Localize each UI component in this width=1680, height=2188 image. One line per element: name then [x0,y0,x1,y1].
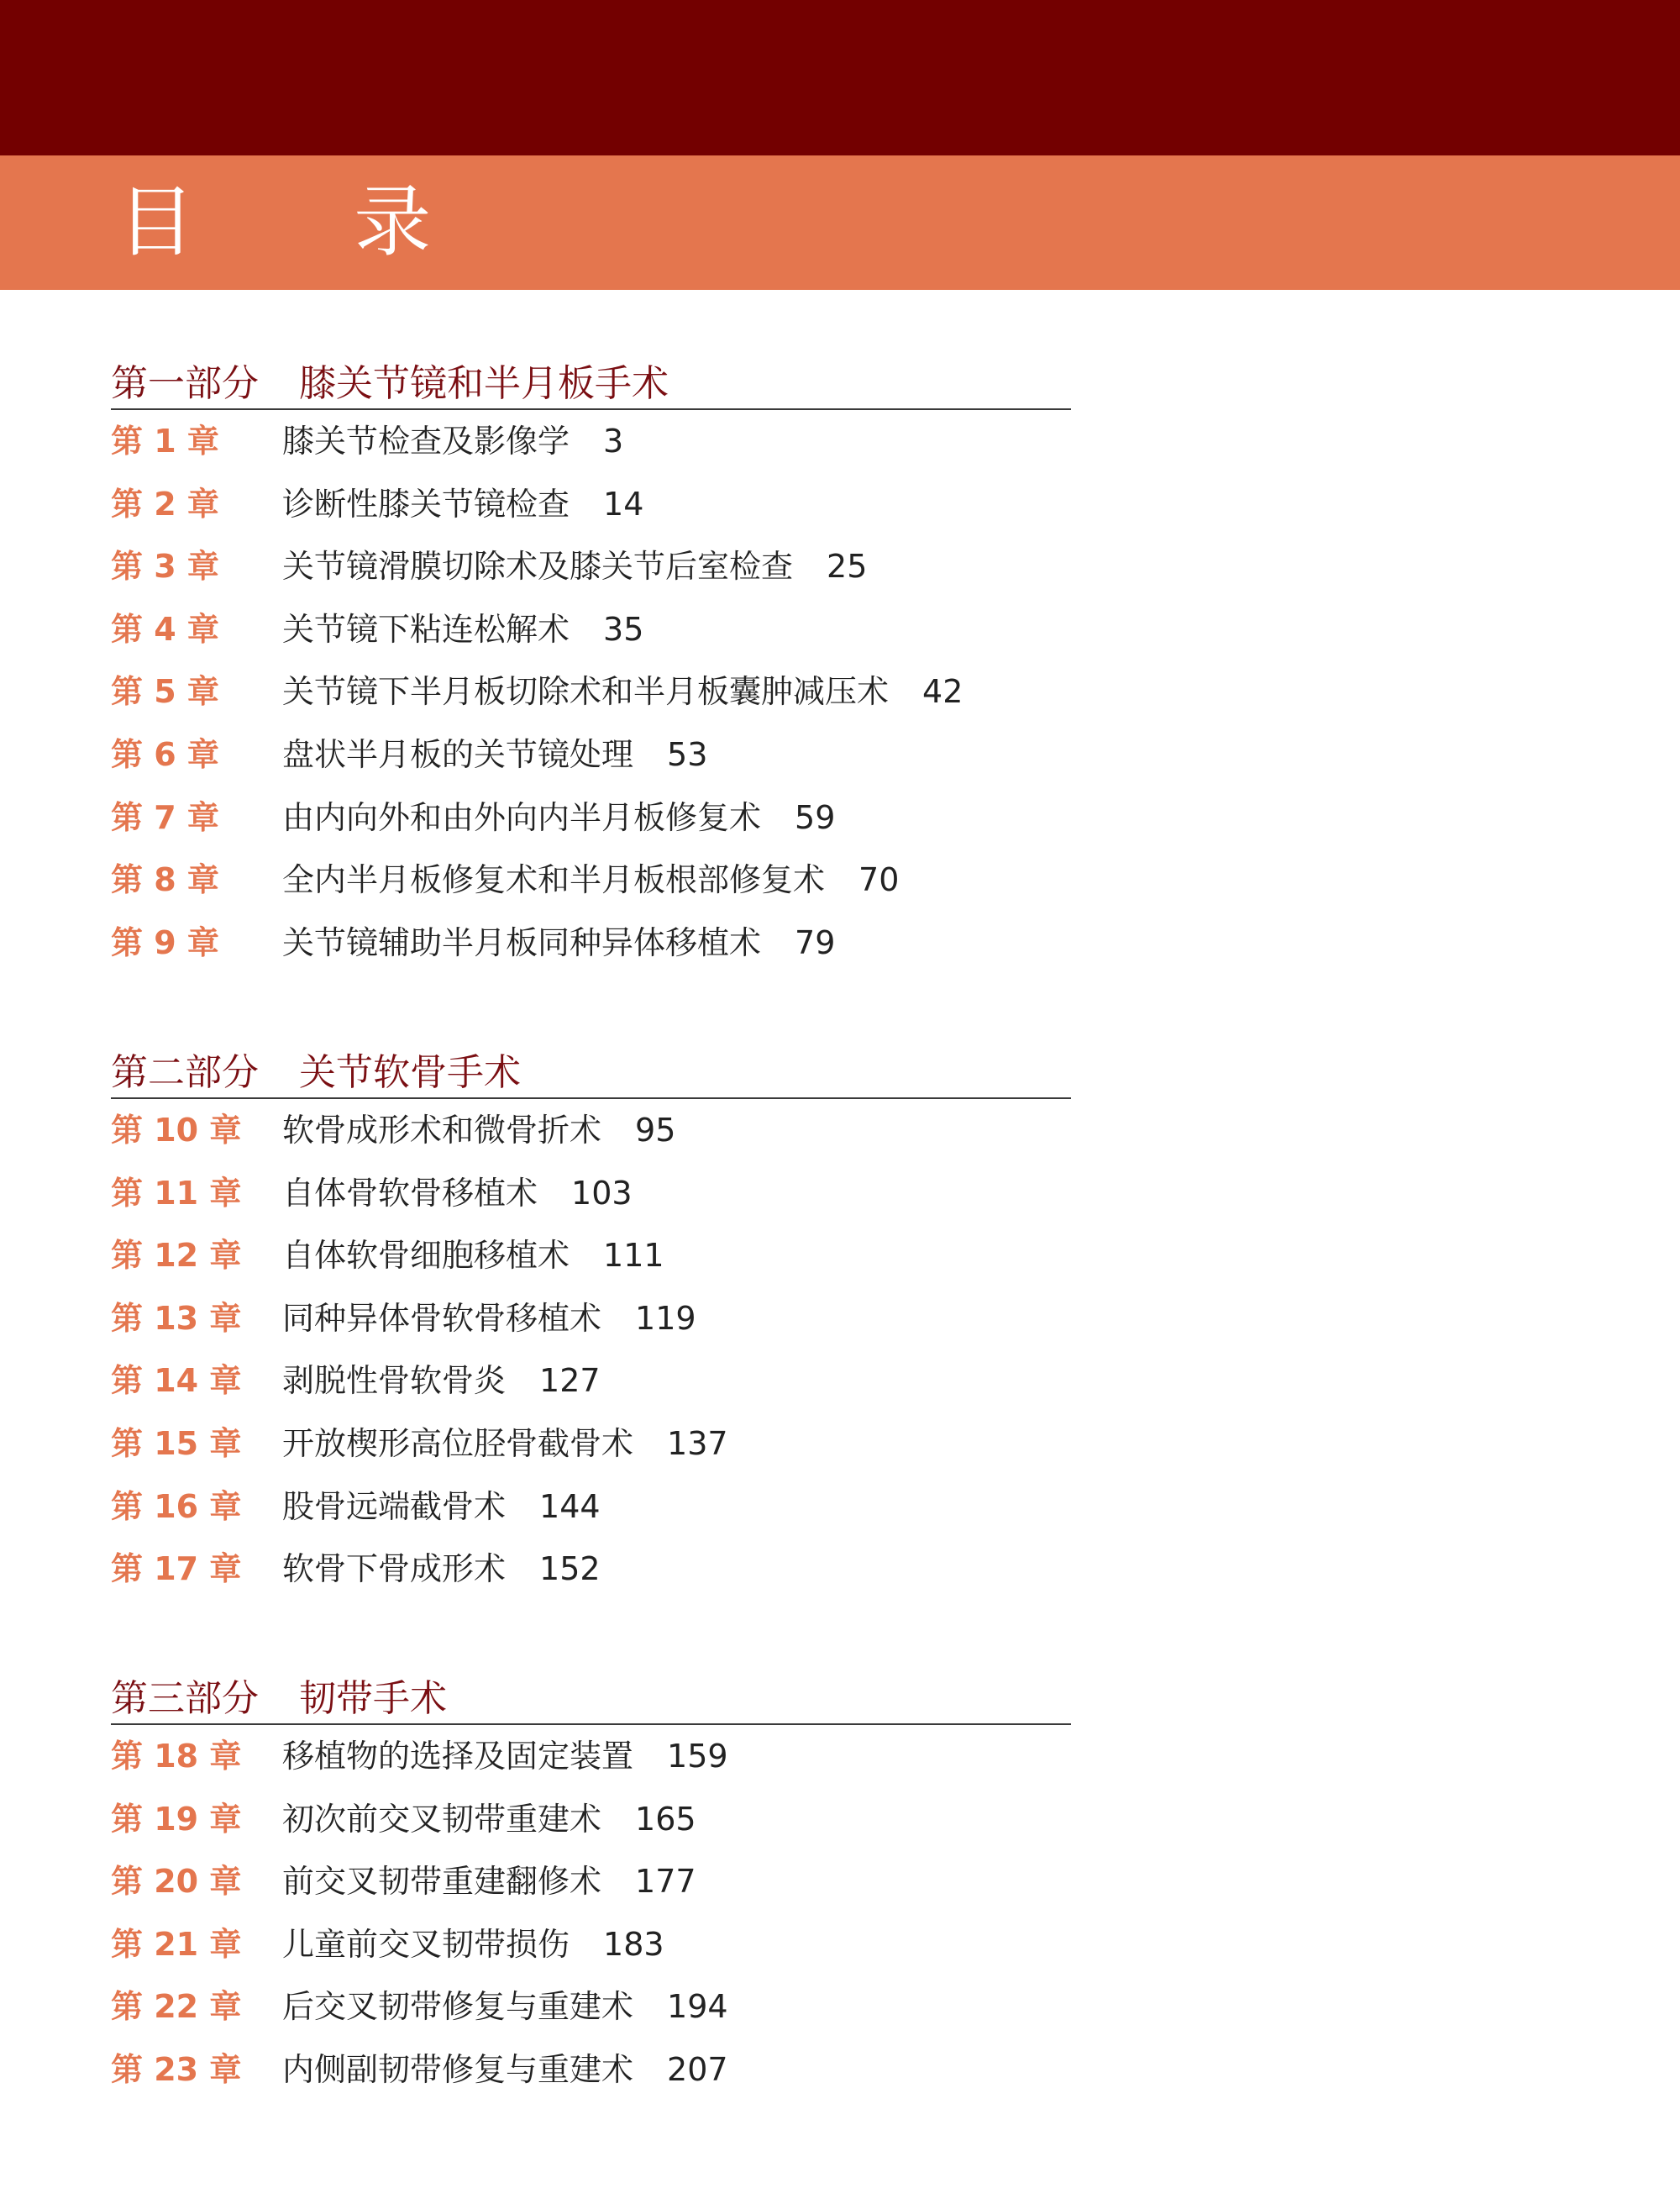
toc-entry[interactable] [111,1913,1071,1976]
chapter-title: 前交叉韧带重建翻修术 [282,1863,602,1901]
chapter-page: 137 [667,1424,728,1462]
chapter-title: 全内半月板修复术和半月板根部修复术 [282,861,826,899]
part-title: 韧带手术 [299,1677,447,1720]
chapter-title: 剥脱性骨软骨炎 [282,1362,507,1400]
toc-entry[interactable] [111,1475,1071,1538]
toc-entry[interactable] [111,1850,1071,1913]
chapter-label: 第 15 章 [111,1424,242,1462]
chapter-title: 移植物的选择及固定装置 [282,1738,634,1775]
chapter-title: 内侧副韧带修复与重建术 [282,2050,634,2088]
part-title: 关节软骨手术 [299,1051,521,1094]
chapter-page: 70 [858,861,900,899]
chapter-title: 儿童前交叉韧带损伤 [282,1925,570,1963]
chapter-page: 119 [635,1299,696,1337]
part-label: 第一部分 [111,362,259,405]
chapter-label: 第 5 章 [111,673,219,711]
chapter-page: 127 [539,1362,601,1400]
chapter-label: 第 17 章 [111,1550,242,1588]
chapter-label: 第 19 章 [111,1800,242,1838]
chapter-title: 自体骨软骨移植术 [282,1174,538,1212]
part-section [111,360,1071,974]
chapter-label: 第 4 章 [111,610,219,648]
chapter-page: 42 [922,673,963,711]
chapter-label: 第 9 章 [111,923,219,961]
chapter-label: 第 6 章 [111,735,219,773]
toc-entry[interactable] [111,723,1071,786]
part-label: 第二部分 [111,1051,259,1094]
part-heading [111,1675,1071,1725]
chapter-page: 207 [667,2050,728,2088]
toc-entry[interactable] [111,410,1071,473]
chapter-title: 开放楔形高位胫骨截骨术 [282,1424,634,1462]
chapter-label: 第 1 章 [111,423,219,460]
chapter-label: 第 10 章 [111,1112,242,1149]
chapter-label: 第 2 章 [111,485,219,523]
toc-entry[interactable] [111,1099,1071,1162]
chapter-label: 第 21 章 [111,1925,242,1963]
toc-entry[interactable] [111,2038,1071,2101]
chapter-label: 第 12 章 [111,1237,242,1275]
title-band [0,155,1680,290]
chapter-page: 183 [603,1925,664,1963]
chapter-title: 盘状半月板的关节镜处理 [282,735,634,773]
chapter-title: 初次前交叉韧带重建术 [282,1800,602,1838]
toc-entry[interactable] [111,660,1071,723]
part-label: 第三部分 [111,1677,259,1720]
toc-entry[interactable] [111,912,1071,975]
chapter-label: 第 23 章 [111,2050,242,2088]
part-heading [111,1049,1071,1099]
top-color-band [0,0,1680,155]
chapter-page: 103 [571,1174,633,1212]
part-section [111,1049,1071,1601]
toc-entry[interactable] [111,1725,1071,1788]
page-title: 目 录 [118,177,499,267]
chapter-page: 194 [667,1988,728,2026]
chapter-title: 膝关节检查及影像学 [282,423,570,460]
chapter-label: 第 20 章 [111,1863,242,1901]
chapter-title: 自体软骨细胞移植术 [282,1237,570,1275]
chapter-page: 165 [635,1800,696,1838]
toc-entry[interactable] [111,1287,1071,1350]
chapter-page: 159 [667,1738,728,1775]
chapter-page: 144 [539,1487,601,1525]
toc-entry[interactable] [111,598,1071,661]
toc-entry[interactable] [111,1162,1071,1225]
toc-entry[interactable] [111,786,1071,849]
chapter-page: 79 [795,923,836,961]
chapter-title: 软骨下骨成形术 [282,1550,507,1588]
chapter-page: 111 [603,1237,664,1275]
chapter-title: 关节镜下半月板切除术和半月板囊肿减压术 [282,673,890,711]
chapter-page: 3 [603,423,624,460]
chapter-label: 第 16 章 [111,1487,242,1525]
chapter-label: 第 22 章 [111,1988,242,2026]
part-section [111,1675,1071,2101]
chapter-page: 95 [635,1112,676,1149]
part-title: 膝关节镜和半月板手术 [299,362,669,405]
chapter-page: 59 [795,798,836,836]
toc-entry[interactable] [111,1412,1071,1475]
toc-entry[interactable] [111,1538,1071,1601]
toc-entry[interactable] [111,1349,1071,1412]
chapter-page: 14 [603,485,644,523]
chapter-title: 股骨远端截骨术 [282,1487,507,1525]
chapter-label: 第 18 章 [111,1738,242,1775]
chapter-label: 第 13 章 [111,1299,242,1337]
chapter-label: 第 3 章 [111,548,219,586]
part-heading [111,360,1071,410]
chapter-label: 第 7 章 [111,798,219,836]
chapter-title: 诊断性膝关节镜检查 [282,485,570,523]
chapter-title: 同种异体骨软骨移植术 [282,1299,602,1337]
chapter-title: 关节镜滑膜切除术及膝关节后室检查 [282,548,794,586]
chapter-label: 第 11 章 [111,1174,242,1212]
toc-entry[interactable] [111,849,1071,912]
chapter-label: 第 14 章 [111,1362,242,1400]
chapter-page: 25 [827,548,868,586]
chapter-page: 152 [539,1550,601,1588]
toc-entry[interactable] [111,1224,1071,1287]
toc-entry[interactable] [111,1975,1071,2038]
chapter-title: 后交叉韧带修复与重建术 [282,1988,634,2026]
toc-entry[interactable] [111,535,1071,598]
chapter-title: 软骨成形术和微骨折术 [282,1112,602,1149]
chapter-title: 由内向外和由外向内半月板修复术 [282,798,762,836]
chapter-label: 第 8 章 [111,861,219,899]
toc-entry[interactable] [111,1788,1071,1851]
chapter-page: 35 [603,610,644,648]
toc-entry[interactable] [111,473,1071,536]
chapter-title: 关节镜辅助半月板同种异体移植术 [282,923,762,961]
chapter-page: 177 [635,1863,696,1901]
chapter-title: 关节镜下粘连松解术 [282,610,570,648]
chapter-page: 53 [667,735,708,773]
